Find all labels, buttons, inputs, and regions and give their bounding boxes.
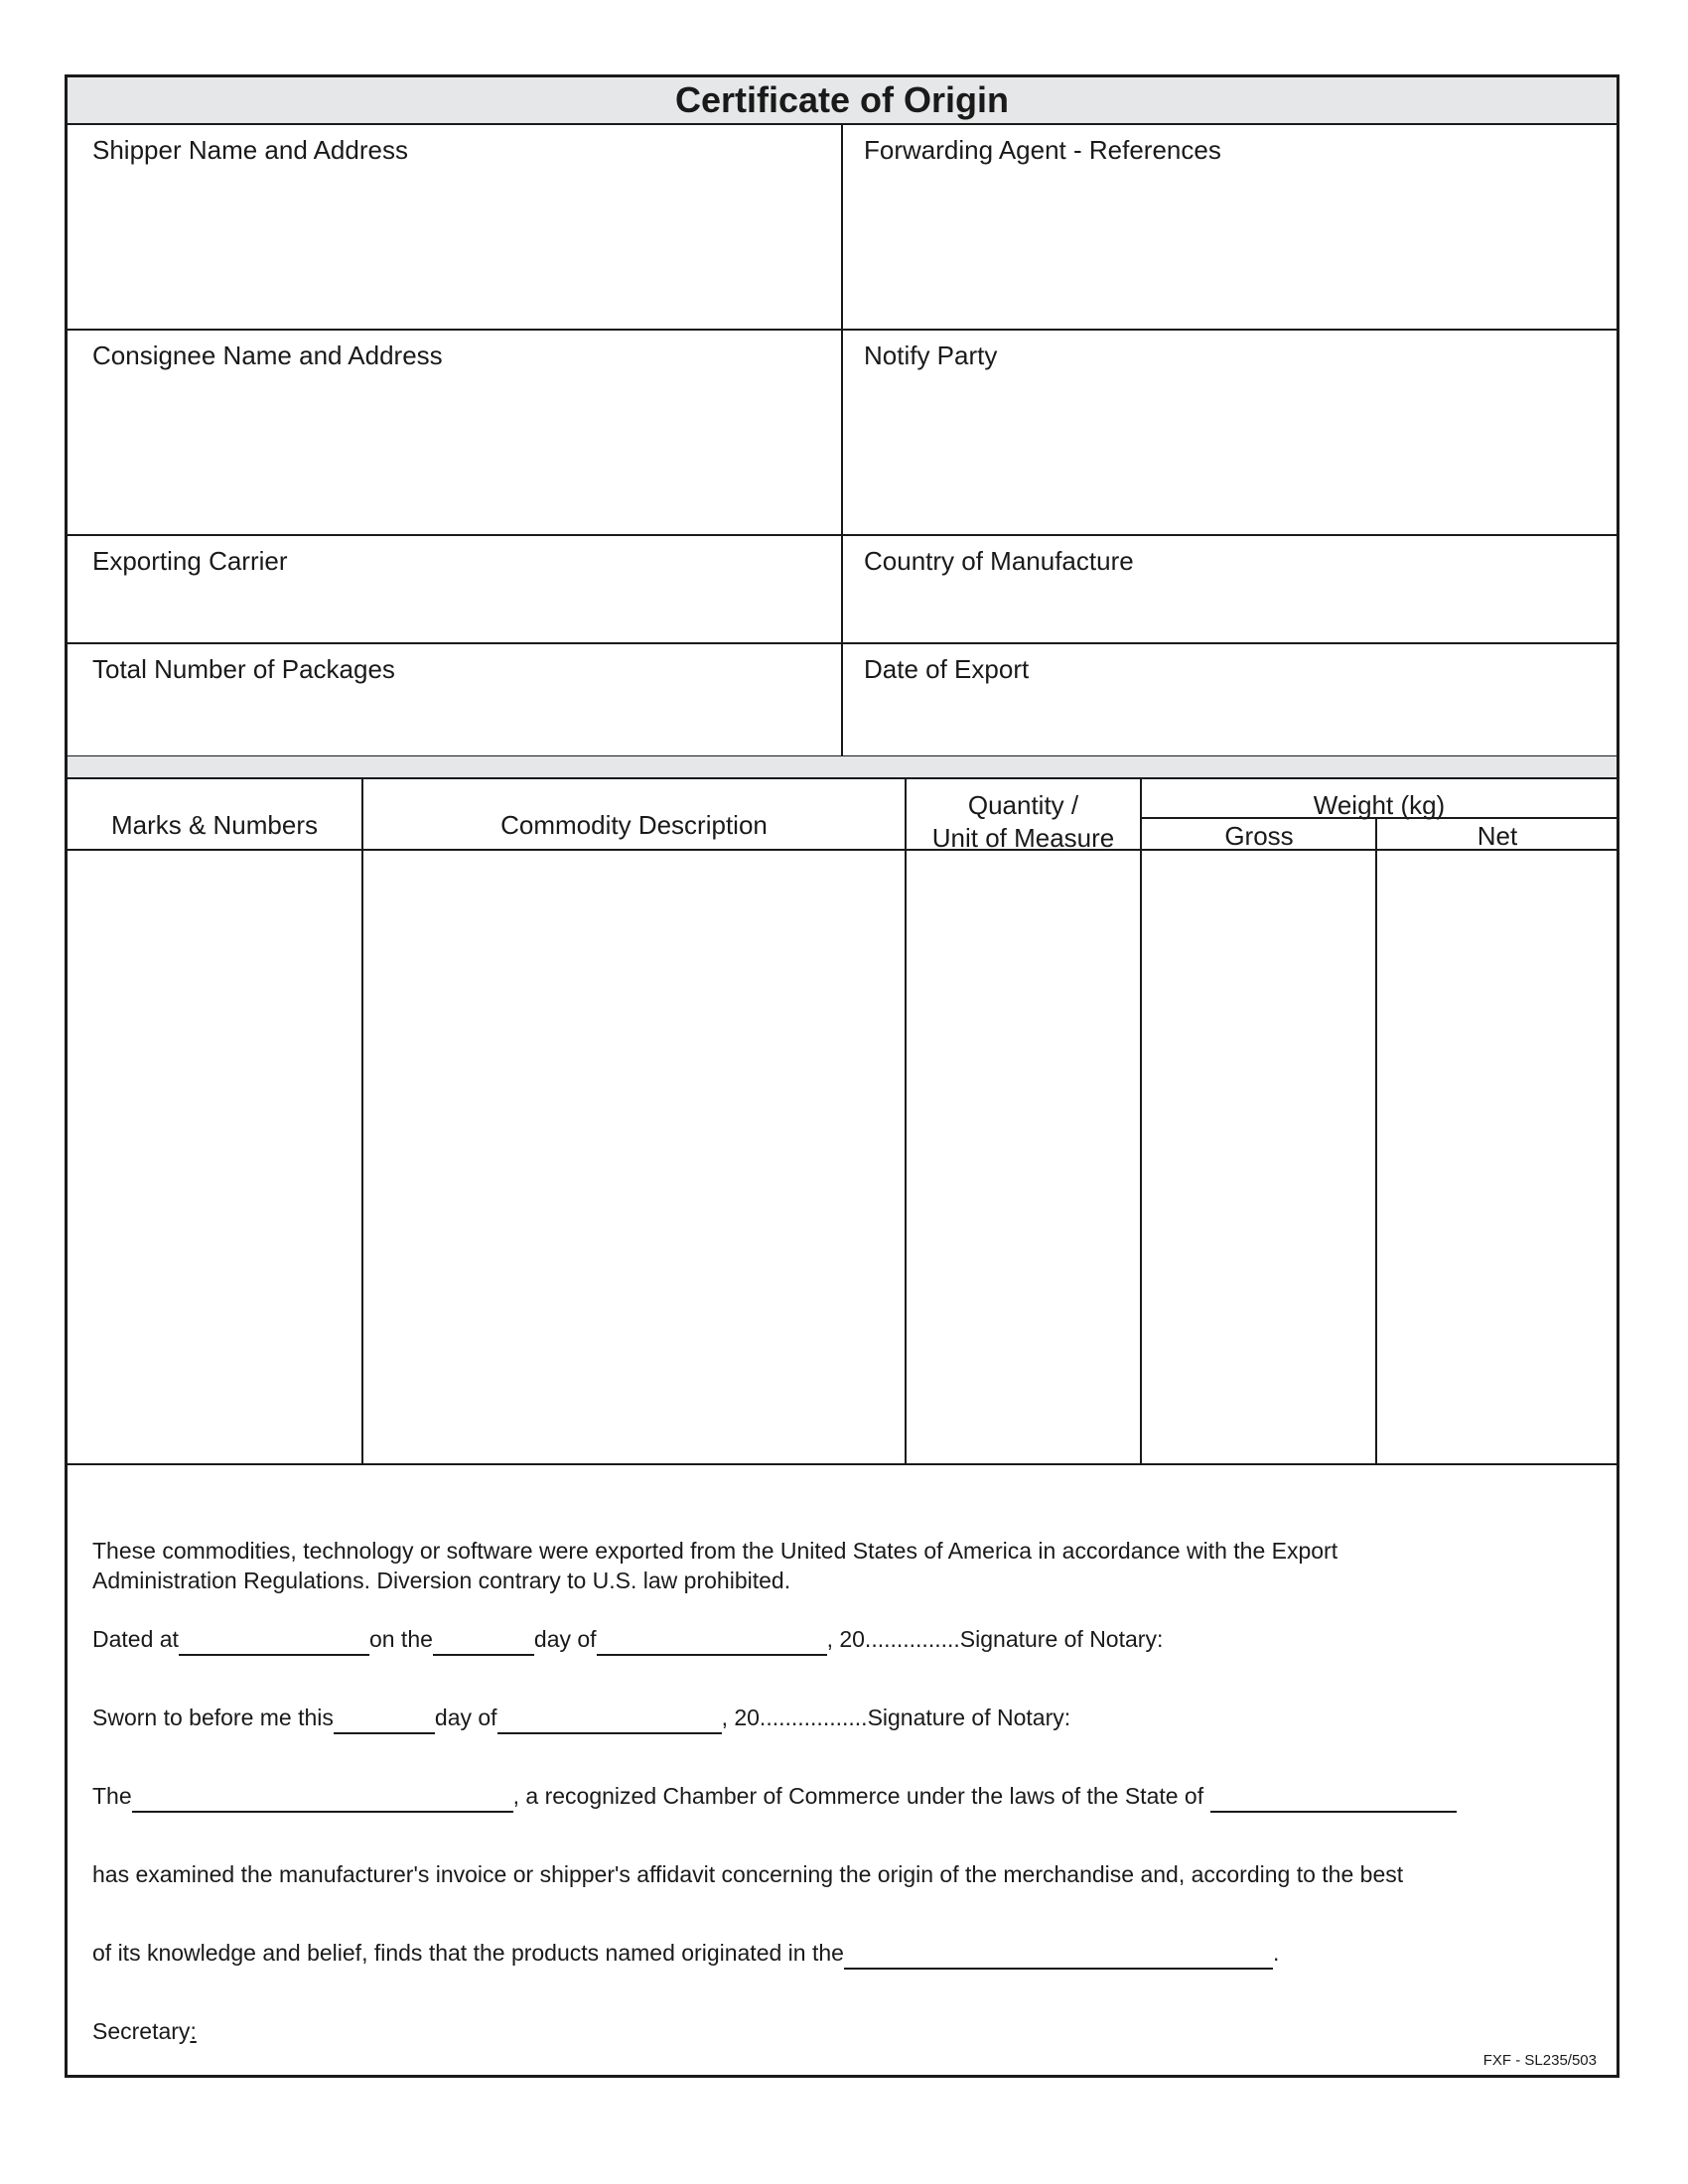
consignee-field[interactable] <box>68 331 840 534</box>
day-of-label: day of <box>533 1626 597 1652</box>
origin-country-input[interactable] <box>844 1944 1273 1970</box>
marks-numbers-header: Marks & Numbers <box>110 810 319 840</box>
chamber-name-input[interactable] <box>132 1787 513 1813</box>
quantity-header-line2: Unit of Measure <box>931 823 1115 853</box>
chamber-line <box>92 1781 1457 1813</box>
commodity-description-cell[interactable] <box>363 851 904 1462</box>
secretary-line <box>92 2016 197 2046</box>
chamber-text: , a recognized Chamber of Commerce under the laws of the State of <box>512 1783 1210 1809</box>
year-prefix: , 20............... <box>826 1626 960 1652</box>
gross-weight-cell[interactable] <box>1142 851 1374 1462</box>
shipper-field[interactable] <box>68 125 840 329</box>
date-of-export-label: Date of Export <box>864 654 1030 684</box>
month-input[interactable] <box>597 1630 827 1656</box>
period: . <box>1272 1940 1280 1966</box>
spacer-band <box>68 756 1617 778</box>
total-packages-field[interactable] <box>68 644 840 755</box>
form-code: FXF - SL235/503 <box>1482 2052 1597 2069</box>
sworn-line <box>92 1703 1070 1734</box>
sworn-day-of-label: day of <box>434 1705 497 1730</box>
divider <box>1141 817 1617 819</box>
notify-party-field[interactable] <box>843 331 1617 534</box>
marks-numbers-cell[interactable] <box>68 851 360 1462</box>
date-of-export-field[interactable] <box>843 644 1617 755</box>
net-weight-cell[interactable] <box>1377 851 1617 1462</box>
examined-line: has examined the manufacturer's invoice or shipper's affidavit concerning the origin of the merchandise and, according to the best <box>92 1861 1404 1887</box>
secretary-colon: : <box>190 2018 197 2044</box>
consignee-label: Consignee Name and Address <box>92 341 443 370</box>
signature-of-notary-label: Signature of Notary: <box>959 1626 1164 1652</box>
commodity-description-header: Commodity Description <box>500 810 768 840</box>
sworn-signature-of-notary-label: Signature of Notary: <box>867 1705 1071 1730</box>
knowledge-line <box>92 1938 1279 1970</box>
divider <box>68 1463 1617 1465</box>
knowledge-label: of its knowledge and belief, finds that the products named originated in the <box>92 1940 844 1966</box>
total-packages-label: Total Number of Packages <box>92 654 395 684</box>
quantity-header-line1: Quantity / <box>967 790 1079 820</box>
sworn-label: Sworn to before me this <box>92 1705 334 1730</box>
country-of-manufacture-field[interactable] <box>843 536 1617 642</box>
certificate-form <box>65 74 1619 2078</box>
export-statement-line2: Administration Regulations. Diversion contrary to U.S. law prohibited. <box>92 1568 791 1593</box>
day-input[interactable] <box>433 1630 534 1656</box>
state-input[interactable] <box>1210 1787 1457 1813</box>
the-label: The <box>92 1783 132 1809</box>
on-the-label: on the <box>368 1626 433 1652</box>
shipper-label: Shipper Name and Address <box>92 135 408 165</box>
sworn-month-input[interactable] <box>497 1708 722 1734</box>
exporting-carrier-label: Exporting Carrier <box>92 546 288 576</box>
sworn-year-prefix: , 20................. <box>721 1705 868 1730</box>
net-header: Net <box>1477 821 1518 851</box>
secretary-label: Secretary <box>92 2018 191 2044</box>
dated-at-label: Dated at <box>92 1626 179 1652</box>
exporting-carrier-field[interactable] <box>68 536 840 642</box>
weight-header: Weight (kg) <box>1313 790 1446 820</box>
country-of-manufacture-label: Country of Manufacture <box>864 546 1134 576</box>
sworn-day-input[interactable] <box>334 1708 435 1734</box>
form-title: Certificate of Origin <box>68 77 1617 123</box>
dated-at-line <box>92 1624 1163 1656</box>
forwarding-agent-label: Forwarding Agent - References <box>864 135 1221 165</box>
export-statement-line1: These commodities, technology or software were exported from the United States of America in accordance with the Export <box>92 1538 1338 1564</box>
notify-party-label: Notify Party <box>864 341 998 370</box>
dated-at-input[interactable] <box>179 1630 369 1656</box>
quantity-cell[interactable] <box>907 851 1139 1462</box>
gross-header: Gross <box>1224 821 1294 851</box>
divider <box>68 777 1617 779</box>
forwarding-agent-field[interactable] <box>843 125 1617 329</box>
